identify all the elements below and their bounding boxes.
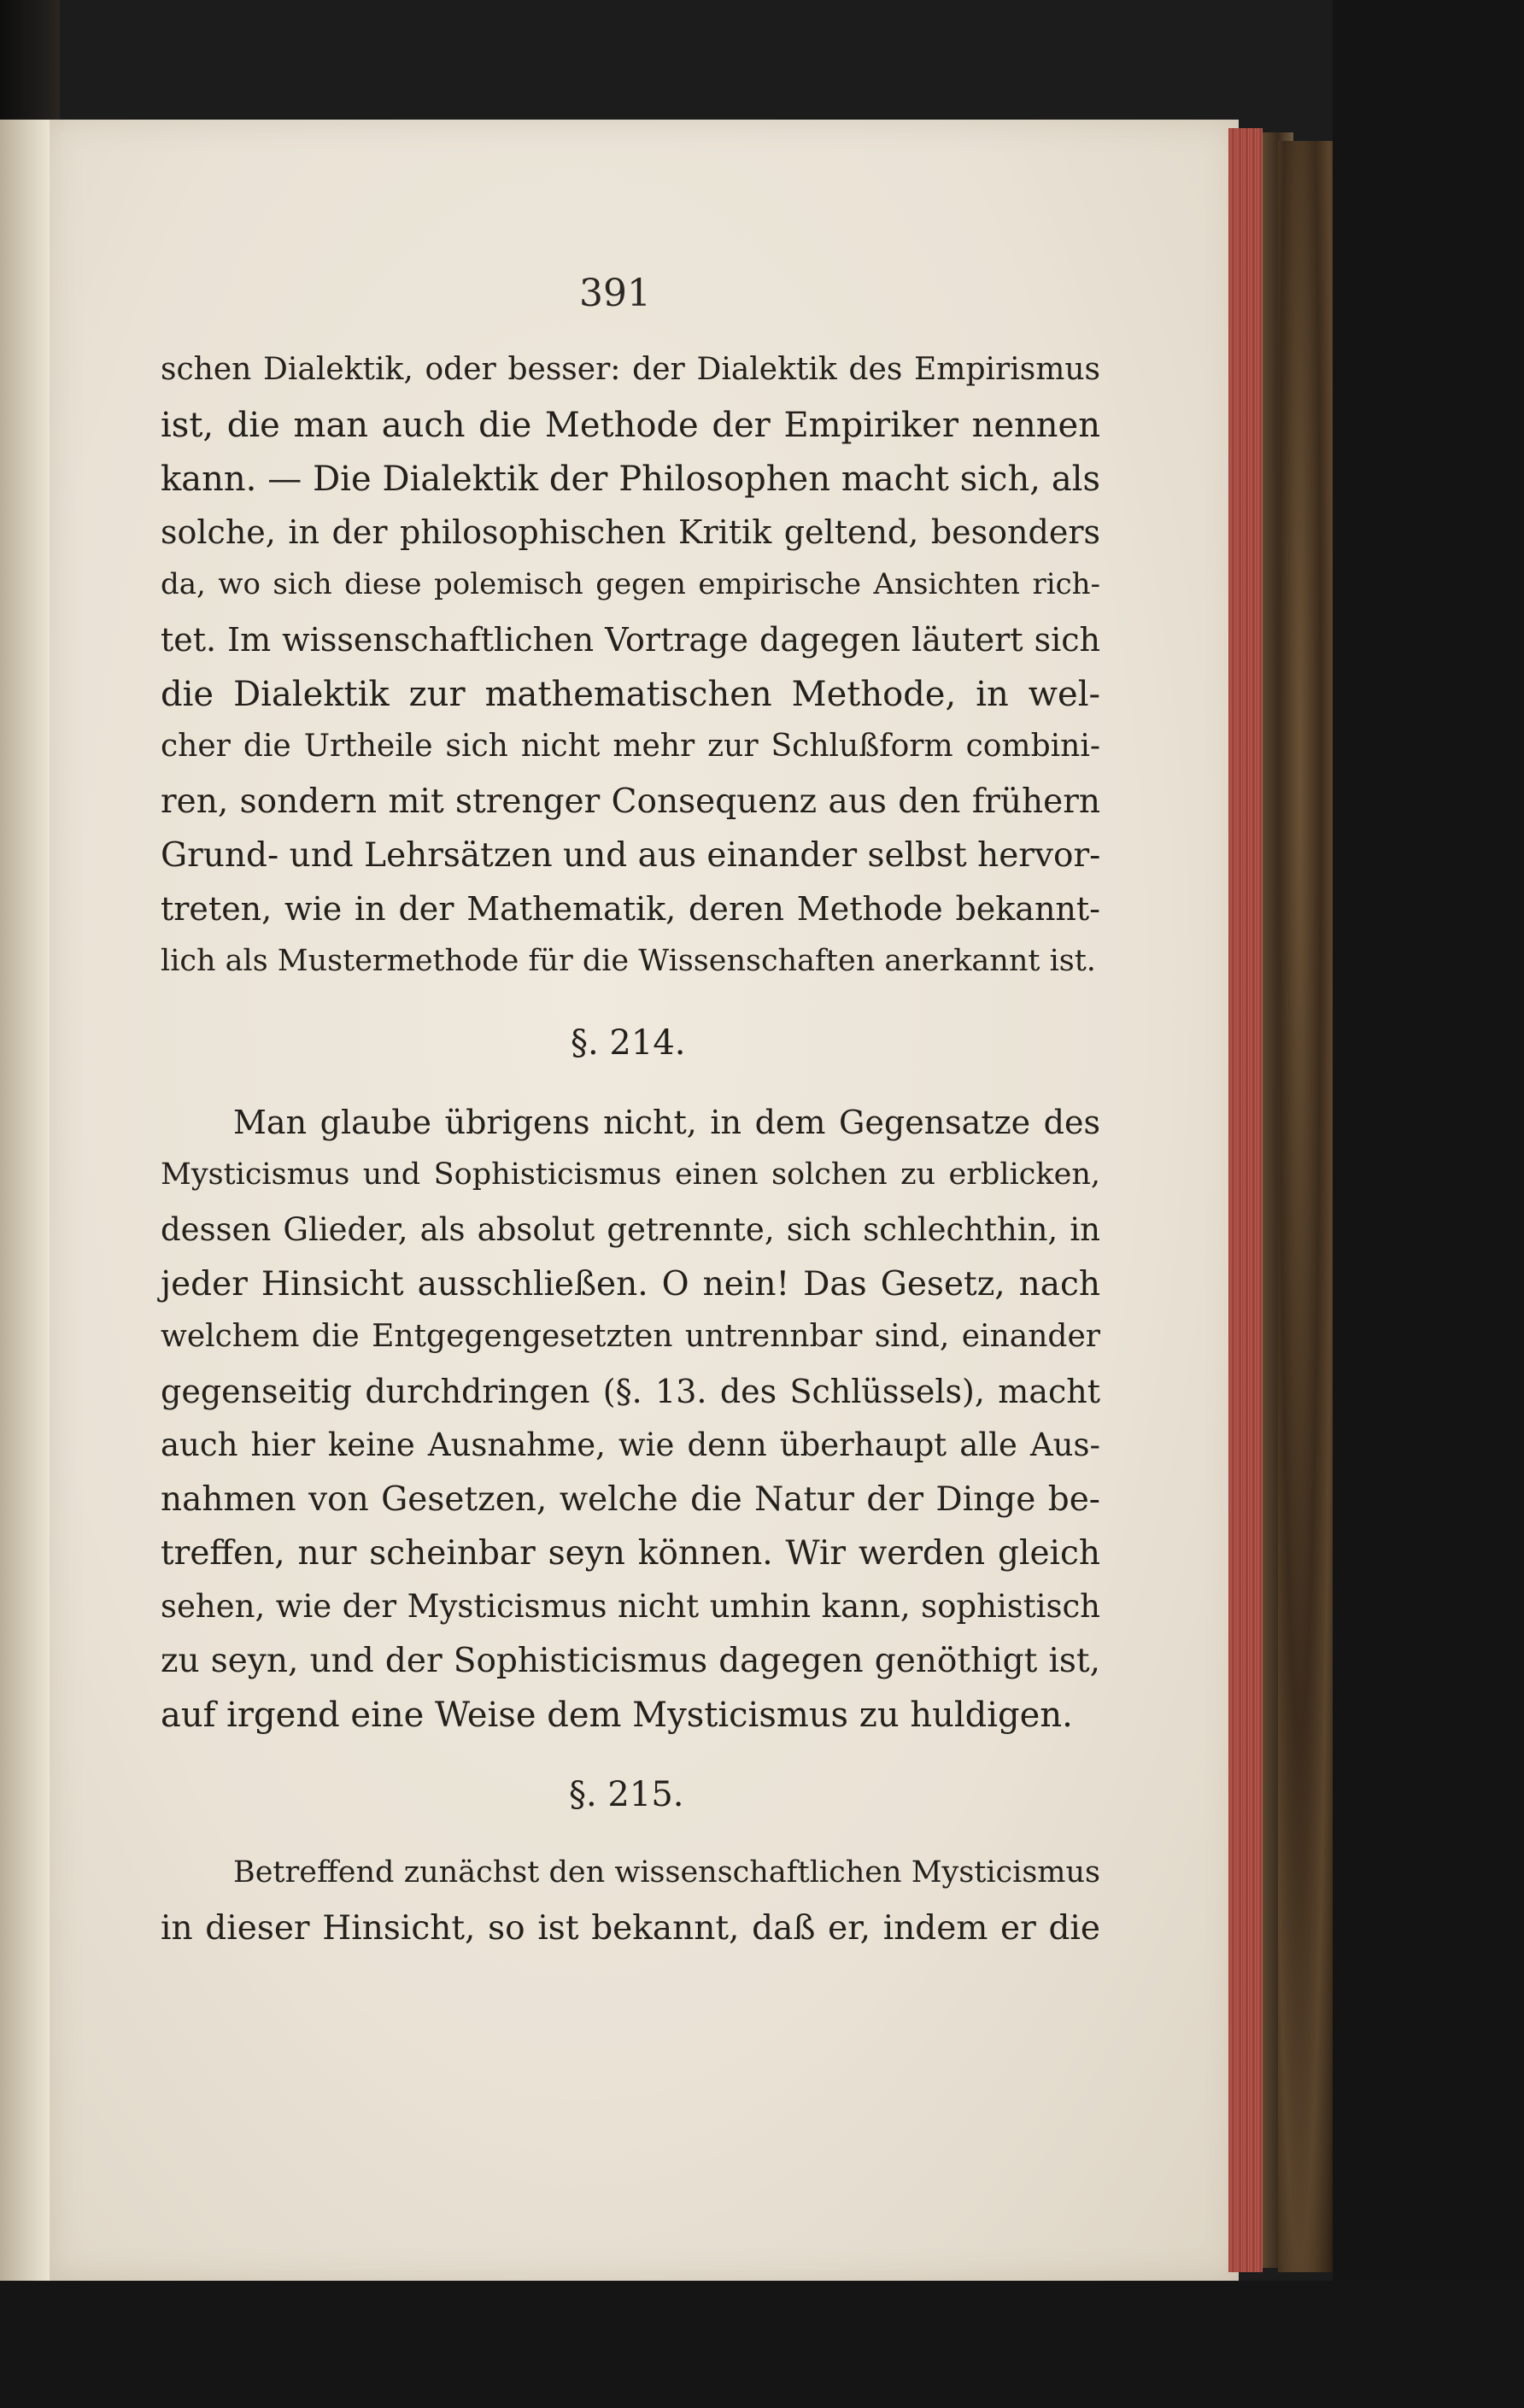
background-bottom bbox=[0, 2281, 1524, 2408]
text-line: lich als Mustermethode für die Wissenschaften anerkannt ist. bbox=[161, 944, 1096, 978]
text-line: jeder Hinsicht ausschließen. O nein! Das Gesetz, nach bbox=[161, 1265, 1100, 1304]
section-heading: §. 215. bbox=[569, 1775, 684, 1814]
page-edges-red bbox=[1228, 128, 1263, 2272]
text-line: cher die Urtheile sich nicht mehr zur Schlußform combini- bbox=[161, 729, 1100, 764]
text-line: in dieser Hinsicht, so ist bekannt, daß er, indem er die bbox=[161, 1909, 1100, 1948]
text-line: ist, die man auch die Methode der Empiriker nennen bbox=[161, 406, 1100, 445]
text-line: dessen Glieder, als absolut getrennte, sich schlechthin, in bbox=[161, 1211, 1100, 1248]
text-line: treffen, nur scheinbar seyn können. Wir werden gleich bbox=[161, 1534, 1100, 1573]
text-line: ren, sondern mit strenger Consequenz aus den frühern bbox=[161, 782, 1100, 821]
text-line: Betreffend zunächst den wissenschaftlichen Mysticismus bbox=[233, 1855, 1100, 1889]
text-line: Grund- und Lehrsätzen und aus einander selbst hervor- bbox=[161, 836, 1101, 875]
page-number: 391 bbox=[579, 272, 651, 315]
previous-page-edge bbox=[0, 120, 51, 2281]
text-line: tet. Im wissenschaftlichen Vortrage dagegen läutert sich bbox=[161, 621, 1100, 659]
text-line: Mysticismus und Sophisticismus einen solchen zu erblicken, bbox=[161, 1157, 1100, 1192]
text-line: sehen, wie der Mysticismus nicht umhin kann, sophistisch bbox=[161, 1588, 1100, 1625]
text-line: welchem die Entgegengesetzten untrennbar sind, einander bbox=[161, 1319, 1100, 1354]
section-heading: §. 214. bbox=[571, 1023, 686, 1063]
text-line: schen Dialektik, oder besser: der Dialektik des Empirismus bbox=[161, 352, 1100, 387]
text-line: auch hier keine Ausnahme, wie denn überhaupt alle Aus- bbox=[161, 1427, 1100, 1463]
text-line: kann. — Die Dialektik der Philosophen macht sich, als bbox=[161, 460, 1100, 499]
text-line: da, wo sich diese polemisch gegen empirische Ansichten rich- bbox=[161, 567, 1100, 601]
text-line: Man glaube übrigens nicht, in dem Gegensatze des bbox=[233, 1104, 1100, 1141]
text-line: auf irgend eine Weise dem Mysticismus zu huldigen. bbox=[161, 1696, 1073, 1735]
text-line: die Dialektik zur mathematischen Methode, in wel- bbox=[161, 675, 1100, 714]
text-line: treten, wie in der Mathematik, deren Methode bekannt- bbox=[161, 890, 1100, 928]
text-line: solche, in der philosophischen Kritik geltend, besonders bbox=[161, 513, 1100, 551]
book-cover-marbled bbox=[1278, 141, 1333, 2272]
text-line: nahmen von Gesetzen, welche die Natur der Dinge be- bbox=[161, 1480, 1100, 1519]
text-line: zu seyn, und der Sophisticismus dagegen genöthigt ist, bbox=[161, 1642, 1100, 1680]
background-right bbox=[1333, 0, 1524, 2408]
text-line: gegenseitig durchdringen (§. 13. des Schlüssels), macht bbox=[161, 1373, 1100, 1410]
